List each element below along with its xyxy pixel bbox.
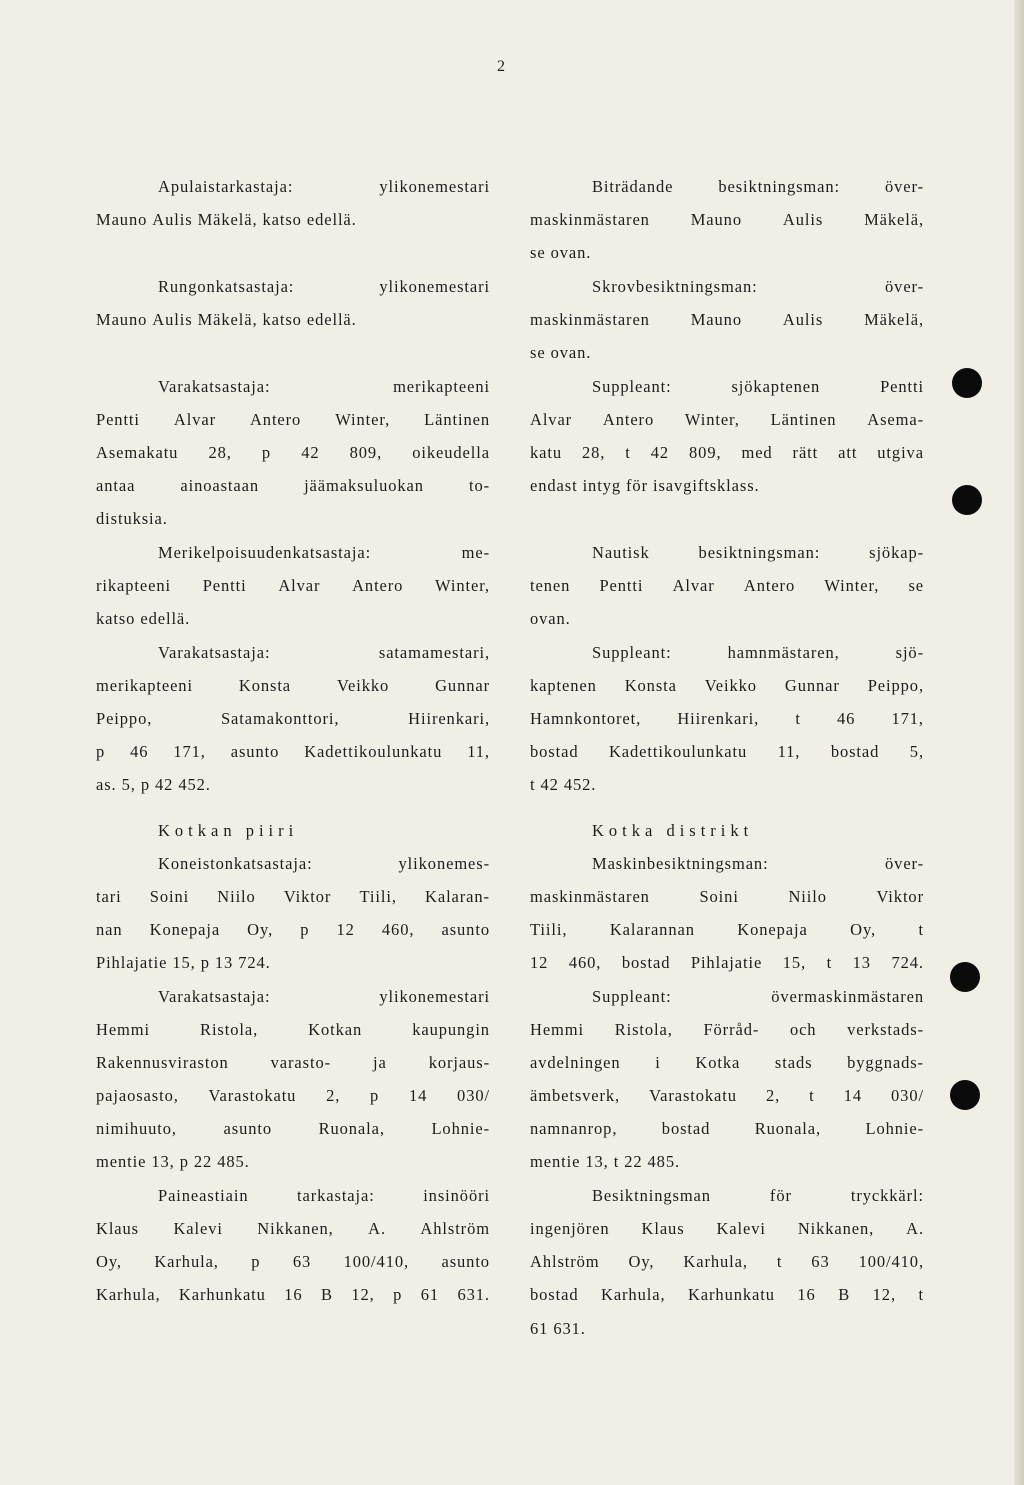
finnish-text-line: katso edellä. [96,608,191,628]
finnish-text-line: distuksia. [96,508,168,528]
punch-hole-3 [950,962,980,992]
swedish-text-line: Nautisk besiktningsman: sjökap- [592,542,924,562]
finnish-text-line: Mauno Aulis Mäkelä, katso edellä. [96,309,357,329]
swedish-text-line: 12 460, bostad Pihlajatie 15, t 13 724. [530,952,924,972]
swedish-text-line: namnanrop, bostad Ruonala, Lohnie- [530,1118,924,1138]
swedish-text-line: kaptenen Konsta Veikko Gunnar Peippo, [530,675,924,695]
finnish-text-line: Peippo, Satamakonttori, Hiirenkari, [96,708,490,728]
finnish-text-line: Varakatsastaja: satamamestari, [158,642,490,662]
finnish-text-line: Karhula, Karhunkatu 16 B 12, p 61 631. [96,1284,490,1304]
swedish-text-line: Suppleant: sjökaptenen Pentti [592,376,924,396]
swedish-text-line: Ahlström Oy, Karhula, t 63 100/410, [530,1251,924,1271]
finnish-text-line: Oy, Karhula, p 63 100/410, asunto [96,1251,490,1271]
finnish-text-line: Rungonkatsastaja: ylikonemestari [158,276,490,296]
finnish-text-line: p 46 171, asunto Kadettikoulunkatu 11, [96,741,490,761]
finnish-text-line: rikapteeni Pentti Alvar Antero Winter, [96,575,490,595]
swedish-text-line: maskinmästaren Soini Niilo Viktor [530,886,924,906]
swedish-text-line: Suppleant: hamnmästaren, sjö- [592,642,924,662]
swedish-text-line: Skrovbesiktningsman: över- [592,276,924,296]
swedish-text-line: Alvar Antero Winter, Läntinen Asema- [530,409,924,429]
finnish-text-line: Kotkan piiri [158,820,299,840]
finnish-text-line: Rakennusviraston varasto- ja korjaus- [96,1052,490,1072]
finnish-text-line: Klaus Kalevi Nikkanen, A. Ahlström [96,1218,490,1238]
swedish-text-line: bostad Karhula, Karhunkatu 16 B 12, t [530,1284,924,1304]
swedish-text-line: ovan. [530,608,571,628]
punch-hole-2 [952,485,982,515]
swedish-text-line: t 42 452. [530,774,597,794]
swedish-text-line: Suppleant: övermaskinmästaren [592,986,924,1006]
finnish-text-line: as. 5, p 42 452. [96,774,211,794]
finnish-text-line: merikapteeni Konsta Veikko Gunnar [96,675,490,695]
swedish-text-line: Biträdande besiktningsman: över- [592,176,924,196]
finnish-text-line: nan Konepaja Oy, p 12 460, asunto [96,919,490,939]
finnish-text-line: Pihlajatie 15, p 13 724. [96,952,271,972]
finnish-text-line: Varakatsastaja: ylikonemestari [158,986,490,1006]
finnish-text-line: Hemmi Ristola, Kotkan kaupungin [96,1019,490,1039]
swedish-text-line: Tiili, Kalarannan Konepaja Oy, t [530,919,924,939]
finnish-text-line: Mauno Aulis Mäkelä, katso edellä. [96,209,357,229]
finnish-text-line: mentie 13, p 22 485. [96,1151,250,1171]
finnish-text-line: tari Soini Niilo Viktor Tiili, Kalaran- [96,886,490,906]
page-edge [1014,0,1024,1485]
swedish-text-line: se ovan. [530,242,592,262]
swedish-text-line: Hemmi Ristola, Förråd- och verkstads- [530,1019,924,1039]
swedish-text-line: se ovan. [530,342,592,362]
swedish-text-line: maskinmästaren Mauno Aulis Mäkelä, [530,309,924,329]
swedish-text-line: Besiktningsman för tryckkärl: [592,1185,924,1205]
finnish-text-line: Varakatsastaja: merikapteeni [158,376,490,396]
finnish-text-line: pajaosasto, Varastokatu 2, p 14 030/ [96,1085,490,1105]
finnish-text-line: antaa ainoastaan jäämaksuluokan to- [96,475,490,495]
swedish-text-line: ämbetsverk, Varastokatu 2, t 14 030/ [530,1085,924,1105]
swedish-text-line: Maskinbesiktningsman: över- [592,853,924,873]
swedish-text-line: katu 28, t 42 809, med rätt att utgiva [530,442,924,462]
punch-hole-1 [952,368,982,398]
finnish-text-line: Koneistonkatsastaja: ylikonemes- [158,853,490,873]
finnish-text-line: Paineastiain tarkastaja: insinööri [158,1185,490,1205]
punch-hole-4 [950,1080,980,1110]
finnish-text-line: Apulaistarkastaja: ylikonemestari [158,176,490,196]
swedish-text-line: ingenjören Klaus Kalevi Nikkanen, A. [530,1218,924,1238]
page-number: 2 [497,58,506,75]
swedish-text-line: endast intyg för isavgiftsklass. [530,475,760,495]
finnish-text-line: Merikelpoisuudenkatsastaja: me- [158,542,490,562]
finnish-text-line: Asemakatu 28, p 42 809, oikeudella [96,442,490,462]
swedish-text-line: tenen Pentti Alvar Antero Winter, se [530,575,924,595]
finnish-text-line: nimihuuto, asunto Ruonala, Lohnie- [96,1118,490,1138]
swedish-text-line: Kotka distrikt [592,820,754,840]
swedish-text-line: mentie 13, t 22 485. [530,1151,681,1171]
swedish-text-line: 61 631. [530,1318,586,1338]
swedish-text-line: bostad Kadettikoulunkatu 11, bostad 5, [530,741,924,761]
finnish-text-line: Pentti Alvar Antero Winter, Läntinen [96,409,490,429]
swedish-text-line: maskinmästaren Mauno Aulis Mäkelä, [530,209,924,229]
swedish-text-line: avdelningen i Kotka stads byggnads- [530,1052,924,1072]
swedish-text-line: Hamnkontoret, Hiirenkari, t 46 171, [530,708,924,728]
